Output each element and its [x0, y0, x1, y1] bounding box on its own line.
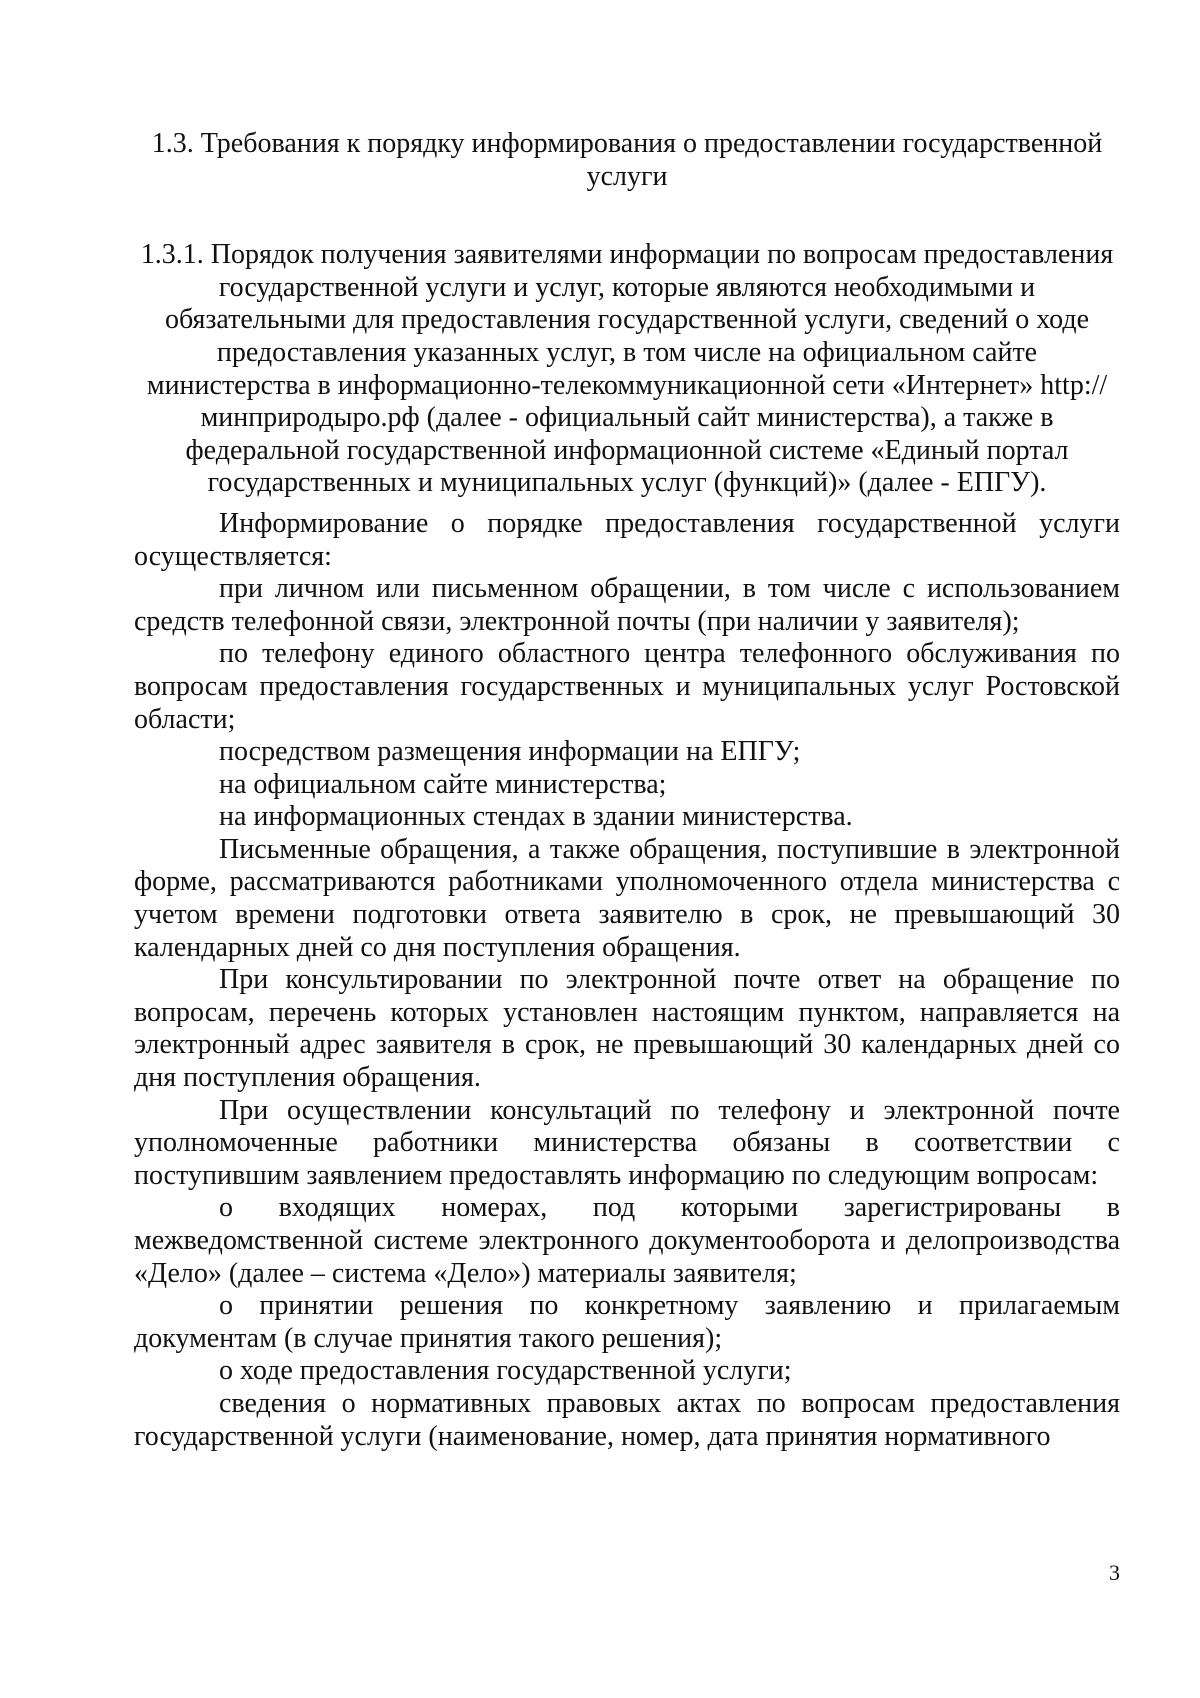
paragraph: о ходе предоставления государственной услуги; [219, 1355, 792, 1387]
paragraph: по телефону единого областного центра телефонного обслуживания по вопросам предоставления государственных и муниципальных услуг Ростовской области; [134, 638, 1120, 735]
paragraph: посредством размещения информации на ЕПГУ; [219, 736, 801, 768]
document-page [134, 128, 1120, 1453]
paragraph: на официальном сайте министерства; [219, 768, 667, 800]
subsection-title: 1.3.1. Порядок получения заявителями информации по вопросам предоставления государственной услуги и услуг, которые являются необходимыми и обязательными для предоставления государственной услуги, сведений о ходе предоставления указанных услуг, в том числе на официальном сайте министерства в информационно-телекоммуникационной сети «Интернет» http://минприродыро.рф (далее - официальный сайт министерства), а также в федеральной государственной информационной системе «Единый портал государственных и муниципальных услуг (функций)» (далее - ЕПГУ). [140, 239, 1114, 499]
paragraph: при личном или письменном обращении, в том числе с использованием средств телефонной связи, электронной почты (при наличии у заявителя); [134, 573, 1120, 637]
paragraph: о входящих номерах, под которыми зарегистрированы в межведомственной системе электронного документооборота и делопроизводства «Дело» (далее – система «Дело») материалы заявителя; [134, 1192, 1120, 1289]
section-title: 1.3. Требования к порядку информирования о предоставлении государственной услуги [151, 128, 1103, 192]
paragraph: Информирование о порядке предоставления государственной услуги осуществляется: [134, 507, 1120, 572]
paragraph: Письменные обращения, а также обращения, поступившие в электронной форме, рассматриваются работниками уполномоченного отдела министерства с учетом времени подготовки ответа заявителю в срок, не превышающий 30 календарных дней со дня поступления обращения. [134, 833, 1120, 963]
paragraph: на информационных стендах в здании министерства. [219, 801, 853, 833]
paragraph: При осуществлении консультаций по телефону и электронной почте уполномоченные работники министерства обязаны в соответствии с поступившим заявлением предоставлять информацию по следующим вопросам: [134, 1094, 1120, 1191]
page-number: 3 [1109, 1560, 1120, 1585]
paragraph: о принятии решения по конкретному заявлению и прилагаемым документам (в случае принятия такого решения); [134, 1290, 1120, 1354]
paragraph: сведения о нормативных правовых актах по вопросам предоставления государственной услуги (наименование, номер, дата принятия нормативного [134, 1387, 1120, 1452]
paragraph: При консультировании по электронной почте ответ на обращение по вопросам, перечень которых установлен настоящим пунктом, направляется на электронный адрес заявителя в срок, не превышающий 30 календарных дней со дня поступления обращения. [134, 964, 1120, 1094]
